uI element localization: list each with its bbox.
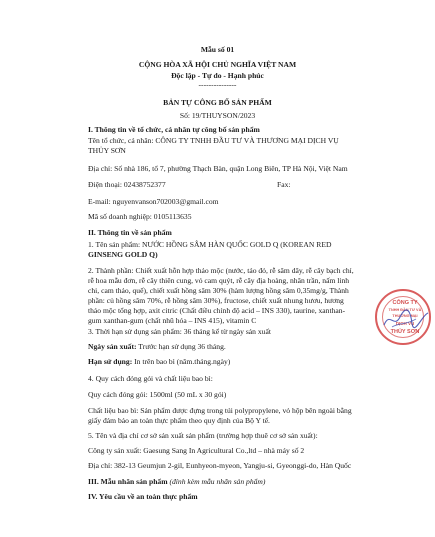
document-title: BẢN TỰ CÔNG BỐ SẢN PHẨM: [163, 98, 272, 107]
composition-line-2: rễ hoa mẫu đơn, rễ cây thiên cung, vỏ cam quýt, rễ cây địa hoàng, nhân trần, nấm linh: [88, 276, 350, 285]
form-number: Mẫu số 01: [200, 45, 235, 54]
mfg-date-label: Ngày sản xuất:: [88, 342, 137, 351]
org-fax: Fax:: [277, 180, 291, 189]
expiry-row: [88, 357, 230, 366]
seal-text-3: THƯƠNG MẠI: [392, 314, 418, 318]
composition-line-4: phần: củ hồng sâm 70%, rễ hồng sâm 30%), fructose, chiết xuất nhung hươu, hương: [88, 296, 344, 305]
composition-line-3: chi, cam thảo, quế), chiết xuất hồng sâm 30% (hàm lượng hồng sâm 0,35mg/g, Thành: [88, 286, 349, 295]
material-line-1: Chất liệu bao bì: Sản phẩm được đựng trong túi polypropylene, vỏ hộp bên ngoài bằng: [88, 406, 352, 415]
shelf-life: 3. Thời hạn sử dụng sản phẩm: 36 tháng kể từ ngày sản xuất: [88, 327, 271, 336]
signature-scribble: [382, 305, 430, 333]
packaging-spec: Quy cách đóng gói: 1500ml (50 mL x 30 gói): [88, 390, 227, 399]
manufacturer-name: Công ty sản xuất: Gaesung Sang In Agricultural Co.,ltd – nhà máy số 2: [88, 446, 305, 455]
seal-text-1: CÔNG TY: [392, 300, 418, 306]
manufacturer-heading: 5. Tên và địa chỉ cơ sở sản xuất sản phẩm (trường hợp thuê cơ sở sản xuất):: [88, 431, 318, 440]
motto-rule: ---------------: [198, 80, 237, 89]
section-3-row: [88, 477, 265, 486]
seal-text-4: DỊCH VỤ: [395, 321, 415, 326]
national-motto: Độc lập - Tự do - Hạnh phúc: [171, 71, 264, 80]
mfg-date-value: Trước hạn sử dụng 36 tháng.: [138, 342, 226, 351]
org-name-line-1: Tên tổ chức, cá nhân: CÔNG TY TNHH ĐẦU TƯ VÀ THƯƠNG MẠI DỊCH VỤ: [88, 136, 339, 145]
org-name-line-2: THỦY SƠN: [88, 146, 126, 155]
section-3-note: (đính kèm mẫu nhãn sản phẩm): [169, 477, 266, 486]
expiry-label: Hạn sử dụng:: [88, 357, 133, 366]
section-4-heading: IV. Yêu cầu về an toàn thực phẩm: [88, 492, 198, 501]
org-email: E-mail: nguyenvanson702003@gmail.com: [88, 197, 219, 206]
document-number: Số: 19/THUYSON/2023: [179, 111, 256, 120]
composition-line-5: thảo mộc tổng hợp, axit citric (Chất điều chỉnh độ acid – INS 330), taurine, xanthan-: [88, 306, 346, 315]
section-3-heading: III. Mẫu nhãn sản phẩm: [88, 477, 168, 486]
expiry-value: In trên bao bì (năm.tháng.ngày): [134, 357, 231, 366]
org-phone: Điện thoại: 02438752377: [88, 180, 166, 189]
product-name-line-2: GINSENG GOLD Q): [88, 250, 158, 259]
section-2-heading: II. Thông tin về sản phẩm: [88, 228, 172, 237]
section-1-heading: I. Thông tin về tổ chức, cá nhân tự công bố sản phẩm: [88, 125, 260, 134]
org-address: Địa chỉ: Số nhà 186, tổ 7, phường Thạch Bàn, quận Long Biên, TP Hà Nội, Việt Nam: [88, 164, 348, 173]
composition-line-1: 2. Thành phần: Chiết xuất hỗn hợp thảo mộc (nước, táo đỏ, rễ sâm dây, rễ cây bạch chỉ,: [88, 266, 354, 275]
product-name-line-1: 1. Tên sản phẩm: NƯỚC HỒNG SÂM HÀN QUỐC GOLD Q (KOREAN RED: [88, 240, 332, 249]
mfg-date-row: [88, 342, 226, 351]
seal-text-2: TNHH ĐẦU TƯ VÀ: [388, 308, 422, 312]
material-line-2: giấy đảm bảo an toàn thực phẩm theo quy định của Bộ Y tế.: [88, 416, 270, 425]
seal-text-5: THỦY SƠN: [390, 329, 420, 335]
manufacturer-address: Địa chỉ: 382-13 Geumjun 2-gil, Eunhyeon-myeon, Yangju-si, Gyeonggi-do, Hàn Quốc: [88, 461, 352, 470]
republic-name: CỘNG HÒA XÃ HỘI CHỦ NGHĨA VIỆT NAM: [138, 60, 297, 69]
org-tax-code: Mã số doanh nghiệp: 0105113635: [88, 212, 192, 221]
composition-line-6: gum xanthan-gum (chất nhũ hóa – INS 415), vitamin C: [88, 316, 257, 325]
packaging-heading: 4. Quy cách đóng gói và chất liệu bao bì:: [88, 374, 213, 383]
